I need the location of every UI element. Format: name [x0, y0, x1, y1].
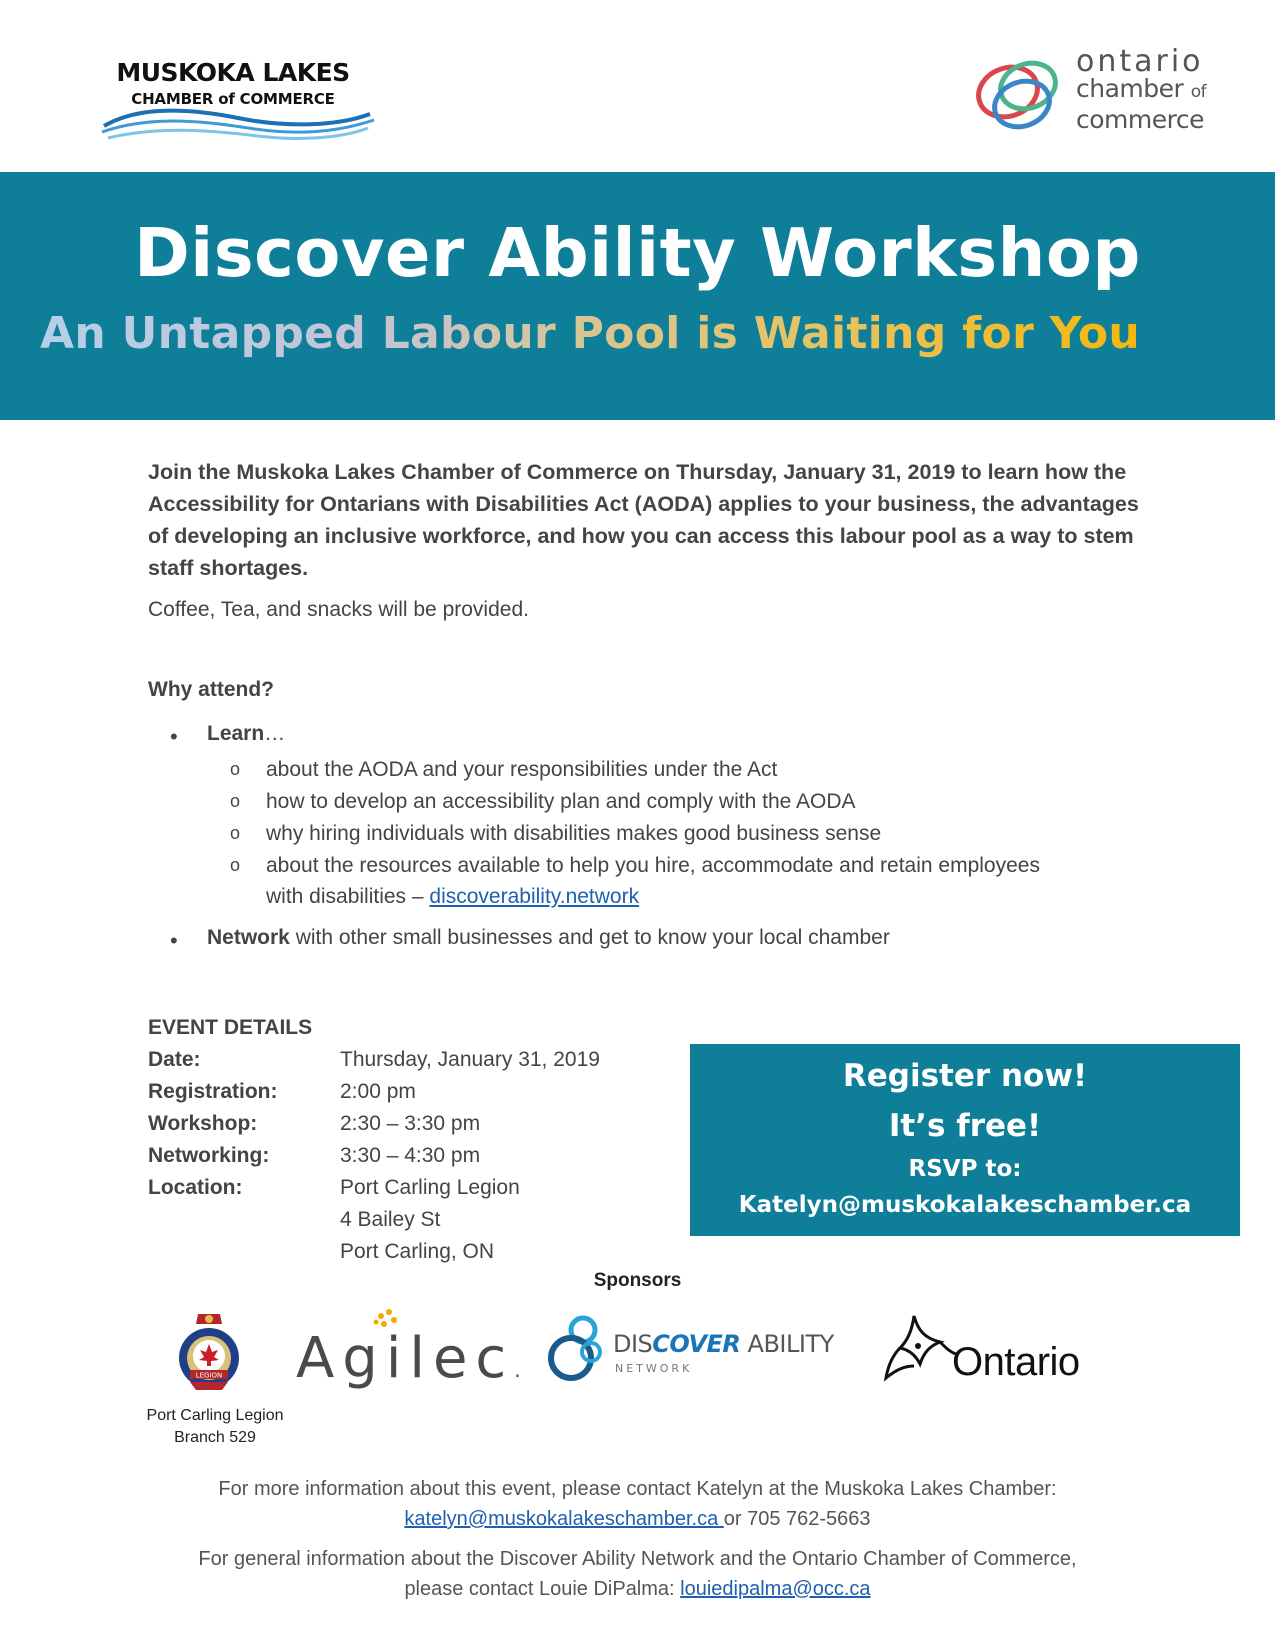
- logo-of-word: of: [1190, 82, 1207, 102]
- footer-general-line1: For general information about the Discover Ability Network and the Ontario Chamber of Commerce,: [198, 1548, 1077, 1570]
- workshop-subtitle: An Untapped Labour Pool is Waiting for You: [40, 308, 1140, 359]
- footer-contact-line2: [0, 1508, 1275, 1531]
- discover-ability-network-text: NETWORK: [615, 1362, 693, 1375]
- katelyn-email-link[interactable]: katelyn@muskokalakeschamber.ca: [404, 1508, 724, 1530]
- ontario-chamber-wordmark: [1076, 44, 1207, 134]
- footer-phone: or 705 762-5663: [723, 1508, 871, 1530]
- circle-bullet-icon: o: [230, 823, 241, 843]
- circle-bullet-icon: o: [230, 791, 241, 811]
- ontario-government-logo: [880, 1312, 1100, 1392]
- logo-subtitle: CHAMBER of COMMERCE: [131, 90, 335, 108]
- learn-word: Learn: [207, 722, 265, 745]
- event-details-heading: EVENT DETAILS: [148, 1016, 313, 1039]
- legion-badge-text: LEGION: [195, 1371, 223, 1380]
- learn-item-4: [266, 850, 1126, 912]
- dan-part2: COVER: [652, 1330, 741, 1358]
- discoverability-link[interactable]: discoverability.network: [429, 885, 640, 908]
- event-value-location: Port Carling Legion: [340, 1176, 520, 1199]
- intro-text: Join the Muskoka Lakes Chamber of Commerce on Thursday, January 31, 2019 to learn how the Accessibility for Ontarians with Disabilities Act (AODA) applies to your business, the advantages of developing an inclusive workforce, and how you can access this labour pool as a way to stem staff shortages.: [148, 460, 1139, 580]
- learn-item-2: how to develop an accessibility plan and comply with the AODA: [266, 790, 856, 813]
- learn-item-4-line1: about the resources available to help you hire, accommodate and retain employees: [266, 854, 1040, 877]
- event-value-workshop: 2:30 – 3:30 pm: [340, 1112, 481, 1135]
- agilec-mark: .: [514, 1358, 529, 1382]
- logo-line-chamber: [1076, 75, 1206, 106]
- logo-chamber-word: chamber: [1076, 74, 1184, 103]
- its-free-text: It’s free!: [888, 1108, 1042, 1144]
- circle-bullet-icon: o: [230, 759, 241, 779]
- logo-line-commerce: commerce: [1076, 105, 1204, 134]
- footer-louie-prefix: please contact Louie DiPalma:: [404, 1578, 681, 1600]
- event-label-networking: Networking:: [148, 1144, 270, 1167]
- event-value-city: Port Carling, ON: [340, 1240, 495, 1263]
- bullet-network: •: [170, 928, 178, 953]
- wave-icon: [98, 104, 378, 144]
- agilec-logo: [296, 1308, 529, 1391]
- learn-item-4-line2: with disabilities –: [266, 885, 430, 908]
- refreshments-note: Coffee, Tea, and snacks will be provided.: [148, 598, 529, 621]
- discover-ability-wordmark: [613, 1330, 834, 1358]
- circle-bullet-icon: o: [230, 855, 241, 875]
- ontario-wordmark: Ontario: [952, 1340, 1080, 1384]
- learn-ellipsis: …: [264, 722, 286, 745]
- ontario-chamber-logo: [970, 44, 1220, 138]
- discover-ability-rings-icon: [545, 1312, 615, 1384]
- dan-part1: DIS: [613, 1330, 653, 1358]
- workshop-title: Discover Ability Workshop: [134, 214, 1141, 292]
- network-text: with other small businesses and get to know your local chamber: [289, 926, 890, 949]
- legion-caption-branch: Branch 529: [174, 1429, 256, 1446]
- discover-ability-network-logo: [545, 1312, 834, 1384]
- event-label-workshop: Workshop:: [148, 1112, 258, 1135]
- learn-item-1: about the AODA and your responsibilities under the Act: [266, 758, 778, 781]
- register-callout: [690, 1044, 1240, 1236]
- register-now-text: Register now!: [842, 1058, 1088, 1094]
- rsvp-email: Katelyn@muskokalakeschamber.ca: [738, 1192, 1192, 1218]
- trillium-icon: [880, 1312, 960, 1384]
- bullet-learn: •: [170, 724, 178, 749]
- legion-caption-name: Port Carling Legion: [146, 1407, 284, 1424]
- network-line: [207, 926, 890, 950]
- title-banner: [0, 172, 1275, 420]
- dan-part3: ABILITY: [740, 1330, 834, 1358]
- muskoka-lakes-chamber-logo: [98, 56, 378, 146]
- footer-contact-line1: For more information about this event, please contact Katelyn at the Muskoka Lakes Chamber:: [218, 1478, 1057, 1500]
- sponsors-heading: Sponsors: [593, 1270, 682, 1291]
- rsvp-label: RSVP to:: [908, 1156, 1022, 1182]
- agilec-wordmark: [296, 1326, 529, 1391]
- agilec-name: Agilec: [296, 1326, 515, 1391]
- legion-badge-icon: [176, 1310, 242, 1398]
- footer-general-line2: [0, 1578, 1275, 1601]
- network-word: Network: [207, 926, 290, 949]
- event-label-location: Location:: [148, 1176, 243, 1199]
- event-label-date: Date:: [148, 1048, 201, 1071]
- event-value-networking: 3:30 – 4:30 pm: [340, 1144, 481, 1167]
- event-value-date: Thursday, January 31, 2019: [340, 1048, 600, 1071]
- event-label-registration: Registration:: [148, 1080, 278, 1103]
- rings-icon: [970, 52, 1070, 134]
- why-attend-heading: Why attend?: [148, 678, 274, 701]
- event-value-registration: 2:00 pm: [340, 1080, 416, 1103]
- intro-paragraph: [148, 456, 1148, 584]
- learn-label: [207, 722, 285, 746]
- logo-title: MUSKOKA LAKES: [116, 58, 350, 87]
- event-value-address: 4 Bailey St: [340, 1208, 441, 1231]
- legion-caption: [140, 1405, 290, 1449]
- logo-line-ontario: ontario: [1076, 44, 1204, 79]
- learn-item-3: why hiring individuals with disabilities makes good business sense: [266, 822, 882, 845]
- louie-email-link[interactable]: louiedipalma@occ.ca: [680, 1578, 871, 1600]
